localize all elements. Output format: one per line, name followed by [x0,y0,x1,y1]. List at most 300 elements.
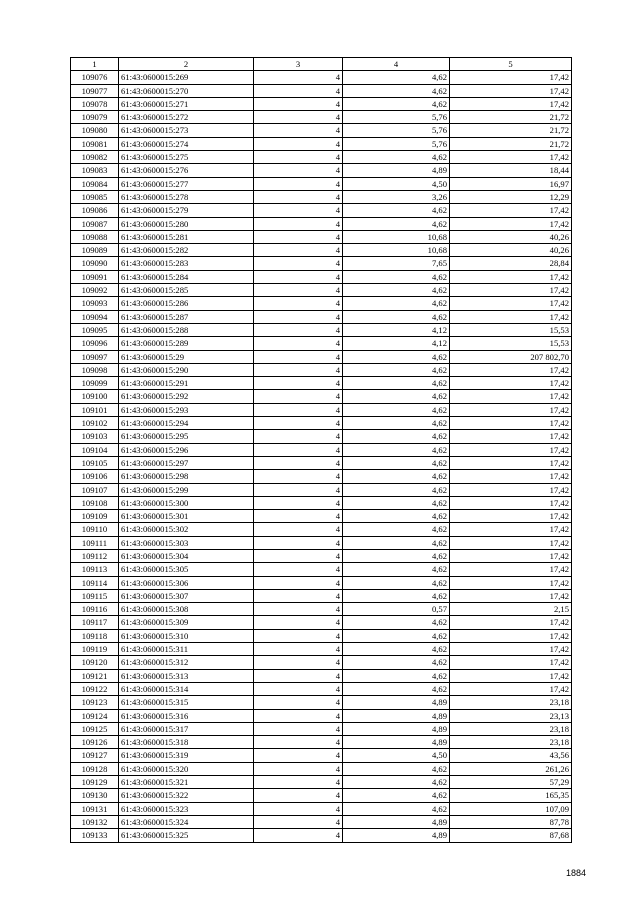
table-row [71,749,572,762]
cell-value-4: 4,62 [343,682,450,695]
table-row [71,310,572,323]
cell-cadastral-id: 61:43:0600015:311 [119,643,254,656]
cell-cadastral-id: 61:43:0600015:289 [119,337,254,350]
cell-value-5: 17,42 [450,71,572,84]
table-row [71,417,572,430]
cell-value-4: 4,62 [343,656,450,669]
cell-cadastral-id: 61:43:0600015:292 [119,390,254,403]
cell-cadastral-id: 61:43:0600015:303 [119,536,254,549]
column-header-3: 3 [254,58,343,71]
cell-value-5: 18,44 [450,164,572,177]
cell-code: 4 [254,297,343,310]
cell-code: 4 [254,177,343,190]
cell-value-5: 15,53 [450,337,572,350]
cell-value-5: 207 802,70 [450,350,572,363]
cell-code: 4 [254,616,343,629]
cell-value-5: 17,42 [450,616,572,629]
cell-value-4: 4,62 [343,762,450,775]
cell-value-4: 4,12 [343,337,450,350]
cell-value-4: 4,62 [343,589,450,602]
table-row [71,483,572,496]
table-row [71,576,572,589]
cell-cadastral-id: 61:43:0600015:297 [119,456,254,469]
cell-value-5: 21,72 [450,111,572,124]
table-row [71,696,572,709]
table-row [71,71,572,84]
cell-value-4: 4,62 [343,350,450,363]
cell-value-5: 17,42 [450,563,572,576]
table-row [71,403,572,416]
cell-value-4: 4,62 [343,297,450,310]
table-row [71,815,572,828]
cell-number: 109106 [71,470,119,483]
cell-number: 109101 [71,403,119,416]
cell-cadastral-id: 61:43:0600015:281 [119,230,254,243]
table-row [71,589,572,602]
cell-code: 4 [254,629,343,642]
cell-value-5: 17,42 [450,284,572,297]
cell-cadastral-id: 61:43:0600015:296 [119,443,254,456]
cell-number: 109104 [71,443,119,456]
cell-number: 109098 [71,363,119,376]
cell-code: 4 [254,190,343,203]
cell-number: 109108 [71,496,119,509]
table-row [71,323,572,336]
cell-value-5: 40,26 [450,230,572,243]
cell-value-4: 4,89 [343,696,450,709]
cell-value-5: 17,42 [450,377,572,390]
cell-cadastral-id: 61:43:0600015:275 [119,151,254,164]
cell-number: 109078 [71,97,119,110]
cell-value-4: 4,62 [343,802,450,815]
cell-number: 109102 [71,417,119,430]
cell-value-4: 4,62 [343,536,450,549]
cell-code: 4 [254,217,343,230]
table-row [71,377,572,390]
cell-code: 4 [254,270,343,283]
cell-code: 4 [254,284,343,297]
cell-value-4: 4,62 [343,310,450,323]
cell-code: 4 [254,682,343,695]
table-row [71,656,572,669]
cell-value-4: 4,62 [343,363,450,376]
cell-code: 4 [254,536,343,549]
cell-value-4: 7,65 [343,257,450,270]
page-number: 1884 [566,868,587,878]
cell-value-4: 4,62 [343,217,450,230]
cell-code: 4 [254,204,343,217]
cell-value-4: 4,62 [343,430,450,443]
cell-value-4: 4,62 [343,270,450,283]
table-row [71,164,572,177]
cell-value-5: 165,35 [450,789,572,802]
cell-number: 109095 [71,323,119,336]
cell-value-5: 17,42 [450,549,572,562]
cell-cadastral-id: 61:43:0600015:319 [119,749,254,762]
cell-number: 109090 [71,257,119,270]
cell-number: 109122 [71,682,119,695]
table-row [71,776,572,789]
table-row [71,111,572,124]
cell-value-5: 17,42 [450,297,572,310]
cell-value-5: 17,42 [450,430,572,443]
table-row [71,523,572,536]
cell-value-4: 0,57 [343,603,450,616]
cell-number: 109089 [71,244,119,257]
cell-value-5: 15,53 [450,323,572,336]
cell-cadastral-id: 61:43:0600015:295 [119,430,254,443]
cell-value-4: 5,76 [343,124,450,137]
cell-value-4: 4,12 [343,323,450,336]
cell-value-4: 4,89 [343,736,450,749]
cell-number: 109118 [71,629,119,642]
cell-code: 4 [254,549,343,562]
cell-value-5: 17,42 [450,496,572,509]
cell-number: 109103 [71,430,119,443]
cell-cadastral-id: 61:43:0600015:325 [119,829,254,842]
table-row [71,456,572,469]
column-header-1: 1 [71,58,119,71]
cell-value-5: 17,42 [450,217,572,230]
cell-number: 109117 [71,616,119,629]
cell-code: 4 [254,164,343,177]
cell-code: 4 [254,310,343,323]
cell-number: 109093 [71,297,119,310]
cell-number: 109096 [71,337,119,350]
table-row [71,270,572,283]
cell-value-5: 17,42 [450,270,572,283]
cell-value-5: 43,56 [450,749,572,762]
cell-number: 109121 [71,669,119,682]
cell-code: 4 [254,749,343,762]
cell-value-5: 17,42 [450,443,572,456]
table-row [71,217,572,230]
cell-value-4: 4,62 [343,97,450,110]
cell-code: 4 [254,137,343,150]
table-row [71,137,572,150]
cell-cadastral-id: 61:43:0600015:314 [119,682,254,695]
cell-code: 4 [254,802,343,815]
cell-code: 4 [254,696,343,709]
cell-cadastral-id: 61:43:0600015:290 [119,363,254,376]
table-row [71,563,572,576]
cell-value-5: 17,42 [450,643,572,656]
table-row [71,97,572,110]
cell-cadastral-id: 61:43:0600015:307 [119,589,254,602]
cell-cadastral-id: 61:43:0600015:284 [119,270,254,283]
cell-cadastral-id: 61:43:0600015:306 [119,576,254,589]
cell-value-5: 17,42 [450,310,572,323]
cell-cadastral-id: 61:43:0600015:301 [119,510,254,523]
cell-number: 109076 [71,71,119,84]
cell-cadastral-id: 61:43:0600015:309 [119,616,254,629]
cell-cadastral-id: 61:43:0600015:302 [119,523,254,536]
cell-value-5: 21,72 [450,124,572,137]
table-row [71,510,572,523]
cell-value-4: 5,76 [343,137,450,150]
cell-code: 4 [254,643,343,656]
cell-number: 109087 [71,217,119,230]
cell-number: 109132 [71,815,119,828]
cell-number: 109115 [71,589,119,602]
cell-cadastral-id: 61:43:0600015:305 [119,563,254,576]
cell-code: 4 [254,762,343,775]
cell-value-4: 4,50 [343,177,450,190]
table-row [71,337,572,350]
cell-value-4: 4,62 [343,776,450,789]
cell-cadastral-id: 61:43:0600015:315 [119,696,254,709]
cell-code: 4 [254,669,343,682]
cell-code: 4 [254,736,343,749]
table-body [71,71,572,842]
cell-code: 4 [254,377,343,390]
table-row [71,736,572,749]
cell-cadastral-id: 61:43:0600015:322 [119,789,254,802]
cell-code: 4 [254,84,343,97]
cell-cadastral-id: 61:43:0600015:324 [119,815,254,828]
cell-cadastral-id: 61:43:0600015:272 [119,111,254,124]
cell-value-5: 17,42 [450,536,572,549]
cell-number: 109130 [71,789,119,802]
header-row [71,58,572,71]
cell-value-5: 17,42 [450,576,572,589]
cell-code: 4 [254,576,343,589]
cell-number: 109128 [71,762,119,775]
table-row [71,643,572,656]
table-row [71,722,572,735]
cell-code: 4 [254,430,343,443]
cell-value-5: 17,42 [450,589,572,602]
cell-code: 4 [254,483,343,496]
cell-cadastral-id: 61:43:0600015:304 [119,549,254,562]
cell-value-4: 10,68 [343,230,450,243]
cell-value-4: 4,62 [343,151,450,164]
cell-value-4: 4,89 [343,722,450,735]
cell-code: 4 [254,456,343,469]
cell-cadastral-id: 61:43:0600015:286 [119,297,254,310]
column-header-4: 4 [343,58,450,71]
cell-cadastral-id: 61:43:0600015:323 [119,802,254,815]
cell-value-5: 17,42 [450,390,572,403]
cell-value-5: 17,42 [450,470,572,483]
cell-cadastral-id: 61:43:0600015:269 [119,71,254,84]
cell-value-5: 17,42 [450,84,572,97]
cell-value-5: 17,42 [450,456,572,469]
cell-cadastral-id: 61:43:0600015:279 [119,204,254,217]
cell-number: 109109 [71,510,119,523]
cell-value-4: 4,62 [343,549,450,562]
cell-code: 4 [254,350,343,363]
cell-value-5: 40,26 [450,244,572,257]
cell-number: 109119 [71,643,119,656]
cell-value-4: 4,62 [343,456,450,469]
cell-code: 4 [254,523,343,536]
cell-code: 4 [254,151,343,164]
cell-cadastral-id: 61:43:0600015:294 [119,417,254,430]
cell-number: 109080 [71,124,119,137]
cell-code: 4 [254,656,343,669]
cell-code: 4 [254,390,343,403]
table-row [71,151,572,164]
cell-value-4: 5,76 [343,111,450,124]
cell-cadastral-id: 61:43:0600015:293 [119,403,254,416]
cell-number: 109081 [71,137,119,150]
cell-cadastral-id: 61:43:0600015:288 [119,323,254,336]
table-row [71,549,572,562]
cell-number: 109116 [71,603,119,616]
cell-value-4: 10,68 [343,244,450,257]
cell-value-4: 4,62 [343,84,450,97]
cell-value-4: 4,62 [343,563,450,576]
cell-value-4: 4,62 [343,390,450,403]
cell-value-4: 4,62 [343,576,450,589]
cell-cadastral-id: 61:43:0600015:277 [119,177,254,190]
cell-value-5: 17,42 [450,656,572,669]
cell-code: 4 [254,789,343,802]
cell-number: 109110 [71,523,119,536]
cell-cadastral-id: 61:43:0600015:312 [119,656,254,669]
cell-value-5: 17,42 [450,97,572,110]
cell-code: 4 [254,71,343,84]
cell-number: 109092 [71,284,119,297]
cell-number: 109125 [71,722,119,735]
cell-cadastral-id: 61:43:0600015:316 [119,709,254,722]
table-row [71,603,572,616]
table-row [71,257,572,270]
cell-cadastral-id: 61:43:0600015:291 [119,377,254,390]
table-row [71,297,572,310]
cell-number: 109084 [71,177,119,190]
cell-code: 4 [254,829,343,842]
cell-number: 109133 [71,829,119,842]
table-row [71,177,572,190]
cell-value-5: 17,42 [450,204,572,217]
register-table [70,57,572,843]
cell-value-4: 4,62 [343,417,450,430]
cell-value-4: 4,62 [343,470,450,483]
cell-value-4: 4,62 [343,403,450,416]
table-row [71,470,572,483]
cell-value-4: 4,62 [343,71,450,84]
cell-value-5: 17,42 [450,682,572,695]
cell-number: 109082 [71,151,119,164]
cell-value-4: 4,62 [343,496,450,509]
cell-code: 4 [254,510,343,523]
cell-number: 109127 [71,749,119,762]
table-row [71,536,572,549]
cell-cadastral-id: 61:43:0600015:320 [119,762,254,775]
cell-value-4: 4,62 [343,204,450,217]
cell-cadastral-id: 61:43:0600015:282 [119,244,254,257]
cell-cadastral-id: 61:43:0600015:321 [119,776,254,789]
cell-value-4: 4,89 [343,164,450,177]
cell-code: 4 [254,815,343,828]
cell-cadastral-id: 61:43:0600015:313 [119,669,254,682]
table-row [71,390,572,403]
cell-code: 4 [254,124,343,137]
cell-code: 4 [254,563,343,576]
cell-cadastral-id: 61:43:0600015:276 [119,164,254,177]
cell-number: 109094 [71,310,119,323]
cell-value-4: 4,62 [343,510,450,523]
cell-code: 4 [254,589,343,602]
table-row [71,443,572,456]
table-row [71,84,572,97]
cell-cadastral-id: 61:43:0600015:318 [119,736,254,749]
cell-number: 109113 [71,563,119,576]
cell-code: 4 [254,603,343,616]
cell-value-5: 17,42 [450,510,572,523]
cell-cadastral-id: 61:43:0600015:271 [119,97,254,110]
cell-cadastral-id: 61:43:0600015:278 [119,190,254,203]
cell-value-5: 23,18 [450,696,572,709]
cell-number: 109079 [71,111,119,124]
cell-value-5: 12,29 [450,190,572,203]
cell-code: 4 [254,337,343,350]
cell-value-5: 17,42 [450,669,572,682]
cell-value-5: 261,26 [450,762,572,775]
cell-number: 109131 [71,802,119,815]
cell-cadastral-id: 61:43:0600015:287 [119,310,254,323]
table-row [71,802,572,815]
cell-number: 109107 [71,483,119,496]
cell-value-5: 87,68 [450,829,572,842]
cell-number: 109129 [71,776,119,789]
cell-number: 109100 [71,390,119,403]
cell-code: 4 [254,443,343,456]
cell-value-5: 16,97 [450,177,572,190]
cell-number: 109105 [71,456,119,469]
table-row [71,124,572,137]
cell-value-4: 4,50 [343,749,450,762]
table-row [71,190,572,203]
cell-code: 4 [254,496,343,509]
cell-code: 4 [254,230,343,243]
cell-code: 4 [254,111,343,124]
cell-code: 4 [254,470,343,483]
table-row [71,616,572,629]
cell-code: 4 [254,709,343,722]
table-row [71,350,572,363]
cell-number: 109112 [71,549,119,562]
cell-code: 4 [254,363,343,376]
cell-value-5: 2,15 [450,603,572,616]
table-row [71,284,572,297]
cell-value-4: 4,62 [343,483,450,496]
table-row [71,496,572,509]
cell-number: 109097 [71,350,119,363]
cell-number: 109085 [71,190,119,203]
cell-code: 4 [254,257,343,270]
cell-value-5: 17,42 [450,523,572,536]
table-row [71,204,572,217]
cell-cadastral-id: 61:43:0600015:317 [119,722,254,735]
cell-value-5: 17,42 [450,151,572,164]
column-header-2: 2 [119,58,254,71]
cell-value-5: 87,78 [450,815,572,828]
cell-value-4: 4,62 [343,789,450,802]
cell-number: 109077 [71,84,119,97]
cell-code: 4 [254,722,343,735]
cell-number: 109120 [71,656,119,669]
cell-value-5: 17,42 [450,483,572,496]
cell-cadastral-id: 61:43:0600015:273 [119,124,254,137]
cell-value-5: 21,72 [450,137,572,150]
table-row [71,230,572,243]
cell-code: 4 [254,417,343,430]
cell-value-4: 4,62 [343,377,450,390]
table-row [71,629,572,642]
